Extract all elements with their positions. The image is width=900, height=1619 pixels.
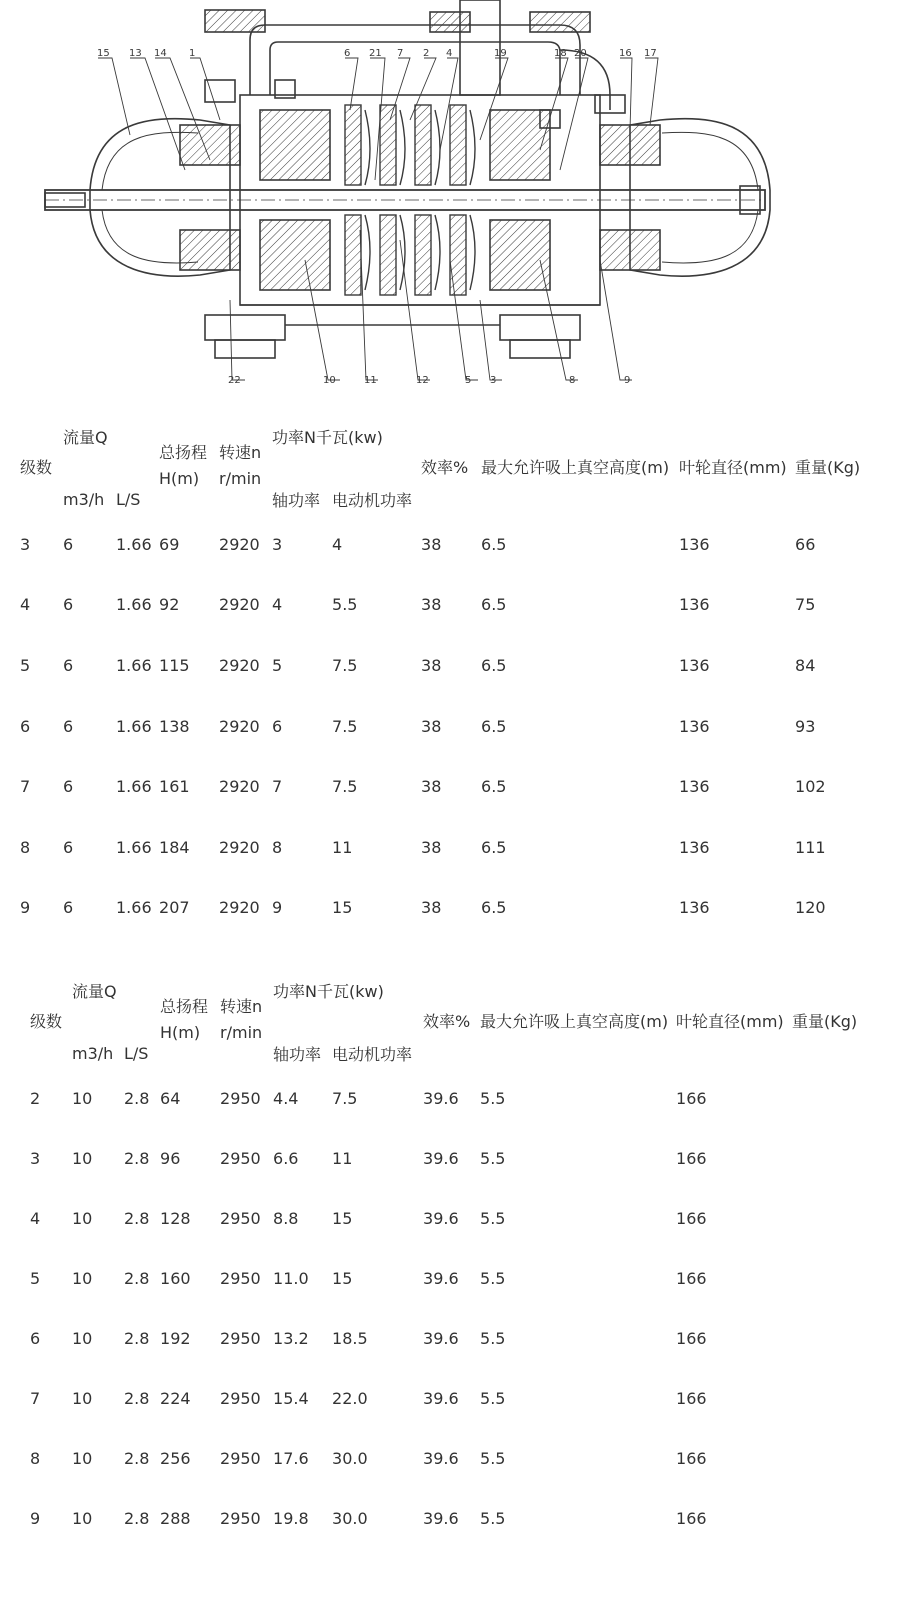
- table-cell: 11.0: [273, 1268, 309, 1288]
- table-cell: 18.5: [332, 1328, 368, 1348]
- table-cell: 2950: [220, 1448, 261, 1468]
- header-flow-m3h: m3/h: [63, 489, 105, 509]
- table-row: [0, 696, 900, 757]
- table-cell: [792, 1068, 900, 1128]
- table-cell: 9: [30, 1508, 41, 1528]
- callout-number: 15: [97, 48, 110, 59]
- table-cell: 5.5: [480, 1088, 506, 1108]
- table-cell: 6.5: [481, 898, 507, 918]
- table-cell: 3: [272, 534, 283, 554]
- header-flow: 流量Q: [72, 981, 117, 1001]
- table-cell: 2.8: [124, 1148, 150, 1168]
- table-cell: 19.8: [273, 1508, 309, 1528]
- table-row: [0, 1488, 900, 1548]
- table-cell: 111: [795, 837, 826, 857]
- table-cell: 2.8: [124, 1088, 150, 1108]
- table-row: [0, 756, 900, 817]
- table-cell: 38: [421, 655, 442, 675]
- table-cell: 10: [72, 1328, 93, 1348]
- table-cell: 30.0: [332, 1448, 368, 1468]
- table-cell: 17.6: [273, 1448, 309, 1468]
- table-cell: 6.5: [481, 777, 507, 797]
- table-cell: 4.4: [273, 1088, 299, 1108]
- table-cell: 1.66: [116, 655, 152, 675]
- table-cell: 2950: [220, 1148, 261, 1168]
- callout-number: 3: [490, 375, 497, 386]
- table-cell: 136: [679, 534, 710, 554]
- table-cell: 96: [160, 1148, 181, 1168]
- table-cell: 15: [332, 898, 353, 918]
- table-cell: 6.5: [481, 837, 507, 857]
- table-cell: 38: [421, 716, 442, 736]
- performance-table-1: [0, 418, 900, 938]
- table-cell: 1.66: [116, 837, 152, 857]
- table-cell: 39.6: [423, 1148, 459, 1168]
- table-cell: 5.5: [480, 1268, 506, 1288]
- table-cell: 2920: [219, 716, 260, 736]
- table-row: [0, 1368, 900, 1428]
- table-row: [0, 514, 900, 575]
- header-flow-ls: L/S: [116, 489, 141, 509]
- header-power: 功率N千瓦(kw): [272, 427, 383, 447]
- table-cell: 1.66: [116, 716, 152, 736]
- table-cell: 2.8: [124, 1328, 150, 1348]
- header-flow-m3h: m3/h: [72, 1043, 114, 1063]
- table-row: [0, 1308, 900, 1368]
- table-cell: 11: [332, 1148, 353, 1168]
- discharge-pipe: [250, 25, 580, 95]
- table-cell: 6: [20, 716, 31, 736]
- table-cell: 92: [159, 595, 180, 615]
- callout-number: 8: [569, 375, 576, 386]
- header-shaft-power: 轴功率: [272, 490, 321, 510]
- table-cell: 224: [160, 1388, 191, 1408]
- table-cell: 160: [160, 1268, 191, 1288]
- table-cell: 161: [159, 777, 190, 797]
- callout-number: 5: [465, 375, 472, 386]
- callout-number: 21: [369, 48, 382, 59]
- table-cell: 10: [72, 1508, 93, 1528]
- table-cell: 10: [72, 1448, 93, 1468]
- table-cell: 192: [160, 1328, 191, 1348]
- table-row: [0, 1428, 900, 1488]
- header-head: 总扬程 H(m): [160, 997, 209, 1042]
- callout-number: 4: [446, 48, 453, 59]
- table-cell: 39.6: [423, 1448, 459, 1468]
- table-cell: 93: [795, 716, 816, 736]
- table-cell: 22.0: [332, 1388, 368, 1408]
- table-cell: 288: [160, 1508, 191, 1528]
- callout-number: 18: [554, 48, 567, 59]
- header-efficiency: 效率%: [423, 1011, 471, 1031]
- table-cell: 2950: [220, 1388, 261, 1408]
- table-cell: 2950: [220, 1088, 261, 1108]
- table-cell: 7: [30, 1388, 41, 1408]
- table-cell: 136: [679, 837, 710, 857]
- header-impeller: 叶轮直径(mm): [676, 1011, 784, 1031]
- table-cell: 4: [30, 1208, 41, 1228]
- table-cell: 2950: [220, 1268, 261, 1288]
- header-weight: 重量(Kg): [795, 457, 861, 477]
- table-cell: 39.6: [423, 1508, 459, 1528]
- table-cell: 120: [795, 898, 826, 918]
- table-cell: [792, 1188, 900, 1248]
- table-cell: 2920: [219, 777, 260, 797]
- table-cell: 5.5: [480, 1388, 506, 1408]
- table-cell: 84: [795, 655, 816, 675]
- header-motor-power: 电动机功率: [332, 1044, 413, 1064]
- table-row: [0, 1248, 900, 1308]
- table-row: [0, 635, 900, 696]
- table-cell: 69: [159, 534, 180, 554]
- callout-number: 1: [189, 48, 196, 59]
- table-cell: 6: [63, 655, 74, 675]
- table-cell: 38: [421, 898, 442, 918]
- header-head: 总扬程 H(m): [159, 443, 208, 488]
- table-cell: 2920: [219, 595, 260, 615]
- table-cell: 184: [159, 837, 190, 857]
- table-cell: 166: [676, 1448, 707, 1468]
- table-cell: 166: [676, 1148, 707, 1168]
- table-cell: 1.66: [116, 595, 152, 615]
- table-row: [0, 1188, 900, 1248]
- table-cell: [792, 1308, 900, 1368]
- table-cell: 5: [30, 1268, 41, 1288]
- header-flow: 流量Q: [63, 427, 108, 447]
- table-cell: 5.5: [480, 1148, 506, 1168]
- table-cell: 10: [72, 1088, 93, 1108]
- table-cell: 4: [332, 534, 343, 554]
- table-cell: 5.5: [480, 1328, 506, 1348]
- table-cell: 6: [272, 716, 283, 736]
- table-cell: 136: [679, 716, 710, 736]
- table-cell: 166: [676, 1088, 707, 1108]
- table-cell: 6: [63, 716, 74, 736]
- table-row: [0, 817, 900, 878]
- table-cell: 136: [679, 595, 710, 615]
- table-cell: 3: [30, 1148, 41, 1168]
- table-cell: 75: [795, 595, 816, 615]
- callout-number: 11: [364, 375, 377, 386]
- table-cell: 6: [63, 595, 74, 615]
- table-cell: [792, 1368, 900, 1428]
- callout-leaders: [98, 58, 658, 380]
- table-cell: 2.8: [124, 1268, 150, 1288]
- table-cell: 5: [272, 655, 283, 675]
- header-power: 功率N千瓦(kw): [273, 981, 384, 1001]
- table-cell: 9: [272, 898, 283, 918]
- table-cell: 7.5: [332, 1088, 358, 1108]
- table-row: [0, 1068, 900, 1128]
- table-cell: 5.5: [480, 1508, 506, 1528]
- header-stages: 级数: [30, 1011, 63, 1031]
- table-cell: 2950: [220, 1508, 261, 1528]
- table-cell: 2: [30, 1088, 41, 1108]
- table-cell: 136: [679, 777, 710, 797]
- table-cell: 128: [160, 1208, 191, 1228]
- table-cell: 39.6: [423, 1328, 459, 1348]
- table-cell: 13.2: [273, 1328, 309, 1348]
- table-cell: 166: [676, 1268, 707, 1288]
- table-cell: 6.5: [481, 716, 507, 736]
- table-cell: 10: [72, 1208, 93, 1228]
- pump-cross-section-diagram: [0, 0, 900, 400]
- table-cell: 39.6: [423, 1388, 459, 1408]
- table-cell: 2.8: [124, 1388, 150, 1408]
- table-cell: 6.5: [481, 655, 507, 675]
- header-speed: 转速n r/min: [220, 997, 263, 1042]
- callout-number: 12: [416, 375, 429, 386]
- table-cell: 102: [795, 777, 826, 797]
- table-cell: 166: [676, 1508, 707, 1528]
- performance-table-2: [0, 972, 900, 1548]
- callout-number: 16: [619, 48, 632, 59]
- table-cell: [792, 1128, 900, 1188]
- table-cell: 5.5: [480, 1208, 506, 1228]
- table-cell: 6.5: [481, 534, 507, 554]
- table-cell: 2.8: [124, 1208, 150, 1228]
- table-cell: 207: [159, 898, 190, 918]
- callout-number: 7: [397, 48, 404, 59]
- table-cell: 15: [332, 1208, 353, 1228]
- header-suction: 最大允许吸上真空高度(m): [480, 1011, 669, 1031]
- table-cell: 15.4: [273, 1388, 309, 1408]
- table-cell: 38: [421, 595, 442, 615]
- header-motor-power: 电动机功率: [332, 490, 413, 510]
- table-cell: 11: [332, 837, 353, 857]
- table-cell: 38: [421, 837, 442, 857]
- header-speed: 转速n r/min: [219, 443, 262, 488]
- table-row: [0, 1128, 900, 1188]
- table-cell: 6: [63, 898, 74, 918]
- header-flow-ls: L/S: [124, 1043, 149, 1063]
- table-cell: 7.5: [332, 716, 358, 736]
- table-cell: 7: [20, 777, 31, 797]
- table-cell: 38: [421, 534, 442, 554]
- table-cell: 8.8: [273, 1208, 299, 1228]
- callout-number: 10: [323, 375, 336, 386]
- table-cell: 5.5: [332, 595, 358, 615]
- right-foot: [500, 315, 580, 340]
- table-cell: 38: [421, 777, 442, 797]
- table-cell: [792, 1488, 900, 1548]
- table-cell: 39.6: [423, 1208, 459, 1228]
- table-cell: 2.8: [124, 1448, 150, 1468]
- callout-number: 19: [494, 48, 507, 59]
- table-row: [0, 575, 900, 636]
- table-cell: 15: [332, 1268, 353, 1288]
- table-cell: 166: [676, 1328, 707, 1348]
- table-cell: 1.66: [116, 534, 152, 554]
- table-cell: 8: [272, 837, 283, 857]
- table-cell: 166: [676, 1208, 707, 1228]
- header-shaft-power: 轴功率: [273, 1044, 322, 1064]
- table-cell: 2950: [220, 1208, 261, 1228]
- callout-number: 20: [574, 48, 587, 59]
- header-suction: 最大允许吸上真空高度(m): [481, 457, 670, 477]
- table-cell: 8: [30, 1448, 41, 1468]
- table-cell: 136: [679, 655, 710, 675]
- header-stages: 级数: [20, 457, 53, 477]
- table-cell: 7: [272, 777, 283, 797]
- callout-number: 17: [644, 48, 657, 59]
- table-cell: 2950: [220, 1328, 261, 1348]
- table-cell: 2920: [219, 534, 260, 554]
- table-cell: 6.6: [273, 1148, 299, 1168]
- table-cell: 2.8: [124, 1508, 150, 1528]
- table-cell: 6: [63, 777, 74, 797]
- callout-number: 9: [624, 375, 631, 386]
- table-cell: 6: [63, 534, 74, 554]
- table-cell: 4: [272, 595, 283, 615]
- left-foot: [205, 315, 285, 340]
- table-cell: 10: [72, 1148, 93, 1168]
- table-cell: 1.66: [116, 777, 152, 797]
- table-cell: 64: [160, 1088, 181, 1108]
- table-cell: 8: [20, 837, 31, 857]
- table-cell: 5: [20, 655, 31, 675]
- callout-number: 14: [154, 48, 167, 59]
- table-cell: 6: [30, 1328, 41, 1348]
- table-cell: 2920: [219, 898, 260, 918]
- table-cell: 136: [679, 898, 710, 918]
- callout-number: 22: [228, 375, 241, 386]
- table-cell: [792, 1248, 900, 1308]
- table-cell: 7.5: [332, 655, 358, 675]
- table-cell: 2920: [219, 837, 260, 857]
- table-cell: 256: [160, 1448, 191, 1468]
- table-cell: 66: [795, 534, 816, 554]
- table-cell: 4: [20, 595, 31, 615]
- callout-number: 13: [129, 48, 142, 59]
- table-cell: [792, 1428, 900, 1488]
- callout-number: 6: [344, 48, 351, 59]
- table-cell: 166: [676, 1388, 707, 1408]
- table-cell: 6.5: [481, 595, 507, 615]
- table-cell: 3: [20, 534, 31, 554]
- table-cell: 10: [72, 1268, 93, 1288]
- table-cell: 5.5: [480, 1448, 506, 1468]
- table-cell: 39.6: [423, 1268, 459, 1288]
- table-cell: 2920: [219, 655, 260, 675]
- table-cell: 138: [159, 716, 190, 736]
- table-cell: 1.66: [116, 898, 152, 918]
- callout-number: 2: [423, 48, 430, 59]
- header-impeller: 叶轮直径(mm): [679, 457, 787, 477]
- header-weight: 重量(Kg): [792, 1011, 858, 1031]
- table-cell: 30.0: [332, 1508, 368, 1528]
- table-cell: 10: [72, 1388, 93, 1408]
- table-row: [0, 878, 900, 939]
- table-cell: 39.6: [423, 1088, 459, 1108]
- table-cell: 115: [159, 655, 190, 675]
- header-efficiency: 效率%: [421, 457, 469, 477]
- table-cell: 6: [63, 837, 74, 857]
- table-cell: 9: [20, 898, 31, 918]
- table-cell: 7.5: [332, 777, 358, 797]
